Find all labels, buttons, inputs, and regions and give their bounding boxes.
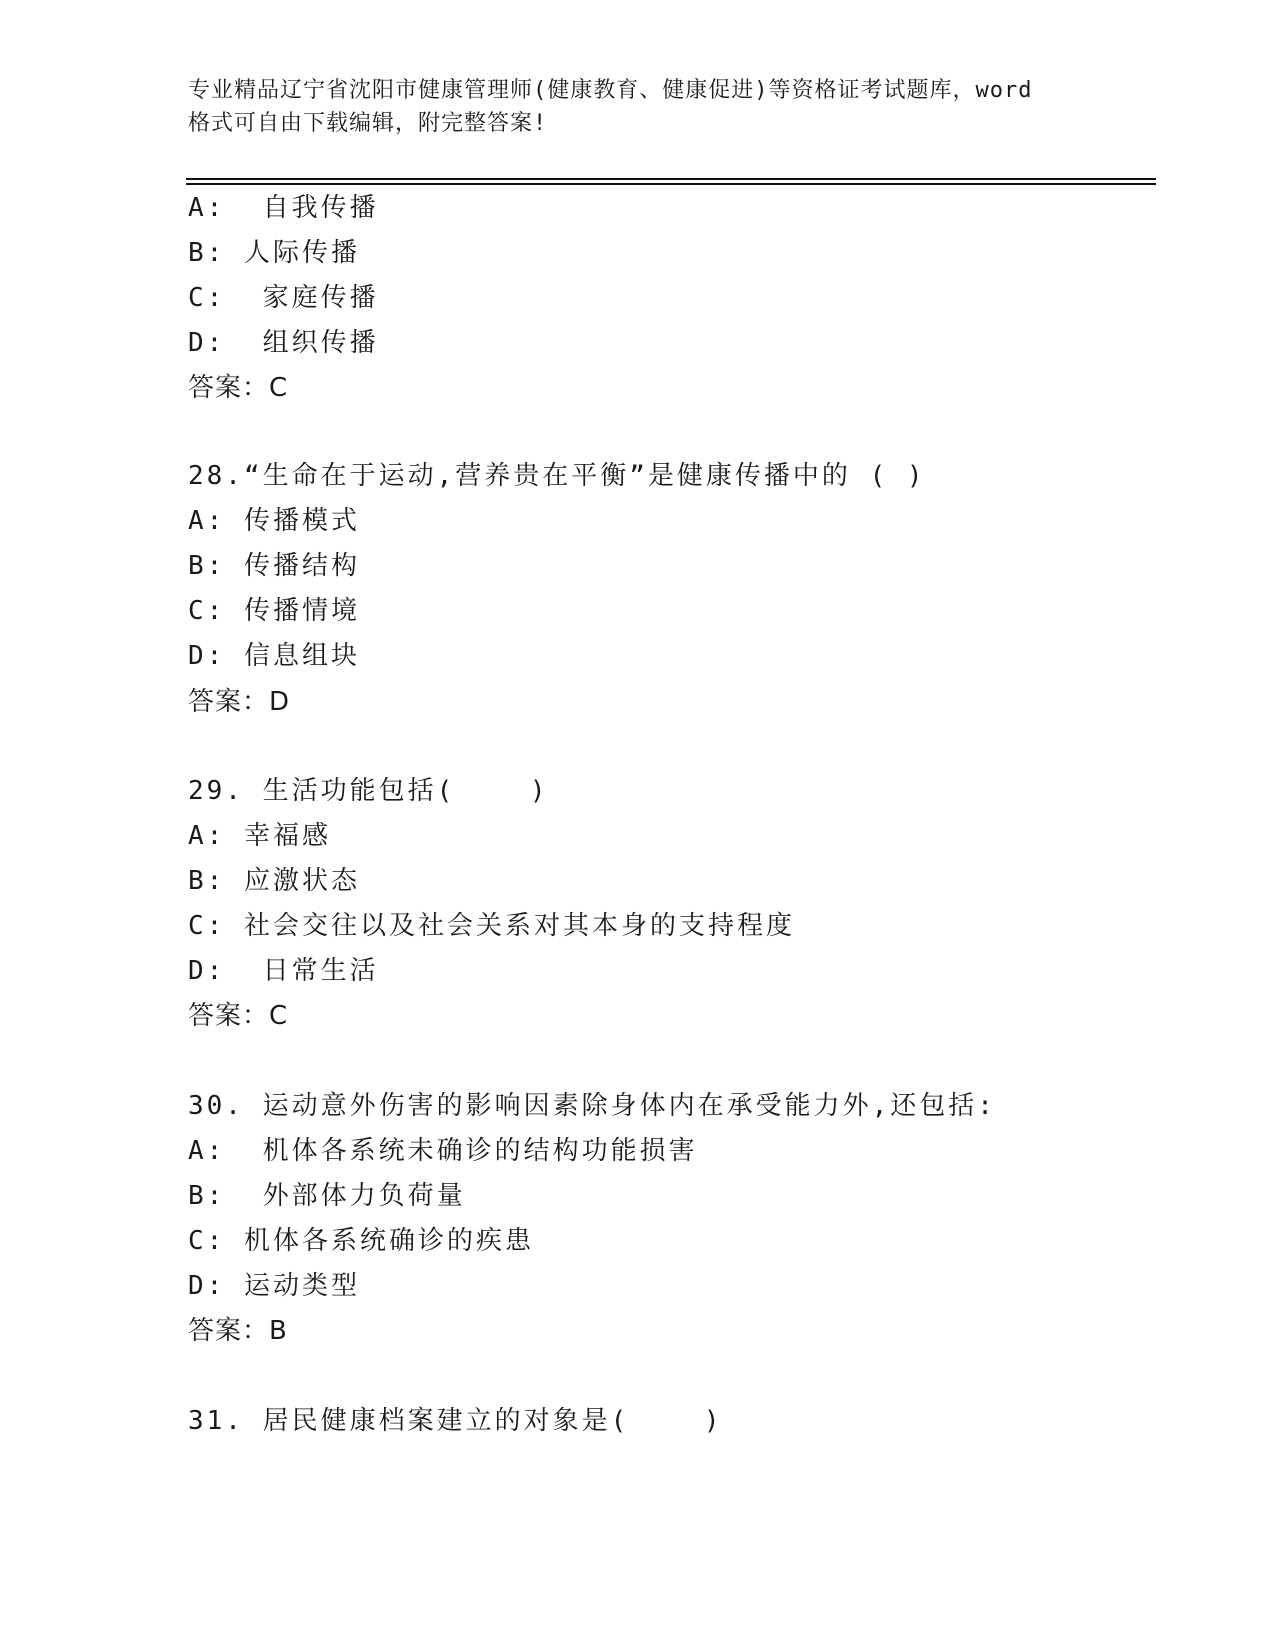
header-line-2: 格式可自由下载编辑，附完整答案! [188,111,548,136]
q30-answer: 答案：B [188,1316,288,1346]
q29-option-b: B: 应激状态 [188,866,360,896]
q27-option-c: C: 家庭传播 [188,283,379,313]
q30-option-c: C: 机体各系统确诊的疾患 [188,1226,534,1256]
q28-option-c: C: 传播情境 [188,596,360,626]
q30-option-d: D: 运动类型 [188,1271,360,1301]
q27-option-d: D: 组织传播 [188,328,379,358]
q28-option-b: B: 传播结构 [188,551,360,581]
header-divider-bottom [186,183,1156,185]
q27-option-a: A: 自我传播 [188,193,379,223]
q30-option-a: A: 机体各系统未确诊的结构功能损害 [188,1136,698,1166]
q31-stem: 31. 居民健康档案建立的对象是( ) [188,1406,723,1436]
q28-option-d: D: 信息组块 [188,641,360,671]
header-divider-top [186,178,1156,180]
q29-option-a: A: 幸福感 [188,821,331,851]
header-line-1: 专业精品辽宁省沈阳市健康管理师(健康教育、健康促进)等资格证考试题库，word [188,78,1033,103]
q28-option-a: A: 传播模式 [188,506,360,536]
q28-stem: 28.“生命在于运动,营养贵在平衡”是健康传播中的 ( ) [188,461,926,491]
q29-option-c: C: 社会交往以及社会关系对其本身的支持程度 [188,911,795,941]
q29-option-d: D: 日常生活 [188,956,379,986]
q30-stem: 30. 运动意外伤害的影响因素除身体内在承受能力外,还包括: [188,1091,996,1121]
q29-answer: 答案：C [188,1001,289,1031]
q28-answer: 答案：D [188,687,291,717]
q29-stem: 29. 生活功能包括( ) [188,776,549,806]
q27-answer: 答案：C [188,373,289,403]
q30-option-b: B: 外部体力负荷量 [188,1181,466,1211]
q27-option-b: B: 人际传播 [188,238,360,268]
document-header [188,74,1088,140]
